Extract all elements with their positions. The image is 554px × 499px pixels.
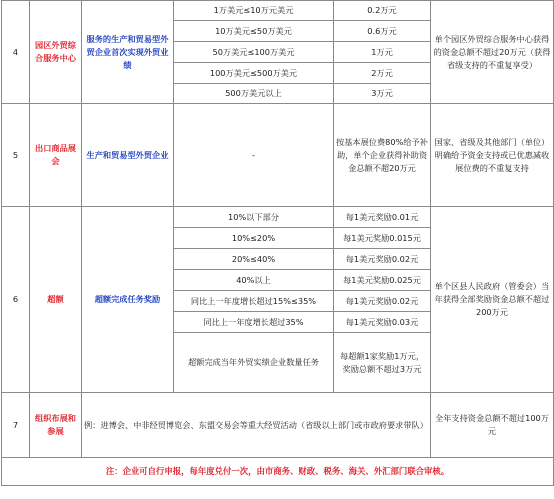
condition-cell: 10%以下部分: [174, 207, 334, 228]
condition-cell: 20%≤40%: [174, 249, 334, 270]
item-name: 园区外贸综合服务中心: [30, 1, 82, 104]
row-number: 7: [2, 393, 30, 458]
row-number: 6: [2, 207, 30, 393]
amount-cell: 按基本展位费80%给予补助，单个企业获得补助资金总额不超20万元: [334, 104, 431, 207]
table-row: [2, 207, 554, 228]
condition-cell: 同比上一年度增长超过35%: [174, 312, 334, 333]
condition-cell: 40%以上: [174, 270, 334, 291]
limit-cell: 单个区县人民政府（管委会）当年获得全部奖励资金总额不超过200万元: [431, 207, 554, 393]
amount-cell: 每超额1家奖励1万元，奖励总额不超过3万元: [334, 333, 431, 393]
row-number: 4: [2, 1, 30, 104]
amount-cell: 1万元: [334, 42, 431, 63]
policy-table: [1, 0, 554, 486]
table-row: [2, 104, 554, 207]
table-row: [2, 458, 554, 486]
description-cell: 例：进博会、中非经贸博览会、东盟交易会等重大经贸活动（省级以上部门或市政府要求带队）: [82, 393, 431, 458]
condition-cell: 500万美元以上: [174, 84, 334, 104]
item-name: 出口商品展会: [30, 104, 82, 207]
condition-cell: 50万美元≤100万美元: [174, 42, 334, 63]
limit-cell: 全年支持资金总额不超过100万元: [431, 393, 554, 458]
condition-cell: 10%≤20%: [174, 228, 334, 249]
footnote: 注：企业可自行申报，每年度兑付一次，由市商务、财政、税务、海关、外汇部门联合审核。: [2, 458, 554, 486]
amount-cell: 每1美元奖励0.02元: [334, 249, 431, 270]
amount-cell: 0.2万元: [334, 1, 431, 21]
amount-cell: 每1美元奖励0.03元: [334, 312, 431, 333]
item-name: 超额: [30, 207, 82, 393]
limit-cell: 单个园区外贸综合服务中心获得的资金总额不超过20万元（获得省级支持的不重复享受）: [431, 1, 554, 104]
amount-cell: 每1美元奖励0.01元: [334, 207, 431, 228]
amount-cell: 3万元: [334, 84, 431, 104]
row-number: 5: [2, 104, 30, 207]
condition-cell: -: [174, 104, 334, 207]
amount-cell: 2万元: [334, 63, 431, 84]
item-name: 组织布展和参展: [30, 393, 82, 458]
condition-cell: 100万美元≤500万美元: [174, 63, 334, 84]
amount-cell: 0.6万元: [334, 21, 431, 42]
condition-cell: 10万美元≤50万美元: [174, 21, 334, 42]
table-row: [2, 1, 554, 21]
target-group: 生产和贸易型外贸企业: [82, 104, 174, 207]
condition-cell: 同比上一年度增长超过15%≤35%: [174, 291, 334, 312]
target-group: 超额完成任务奖励: [82, 207, 174, 393]
limit-cell: 国家、省级及其他部门（单位）明确给予资金支持或已优惠减收展位费的不重复支持: [431, 104, 554, 207]
table-row: [2, 393, 554, 458]
amount-cell: 每1美元奖励0.02元: [334, 291, 431, 312]
amount-cell: 每1美元奖励0.015元: [334, 228, 431, 249]
amount-cell: 每1美元奖励0.025元: [334, 270, 431, 291]
condition-cell: 超额完成当年外贸实绩企业数量任务: [174, 333, 334, 393]
target-group: 服务的生产和贸易型外贸企业首次实现外贸业绩: [82, 1, 174, 104]
condition-cell: 1万美元≤10万元美元: [174, 1, 334, 21]
